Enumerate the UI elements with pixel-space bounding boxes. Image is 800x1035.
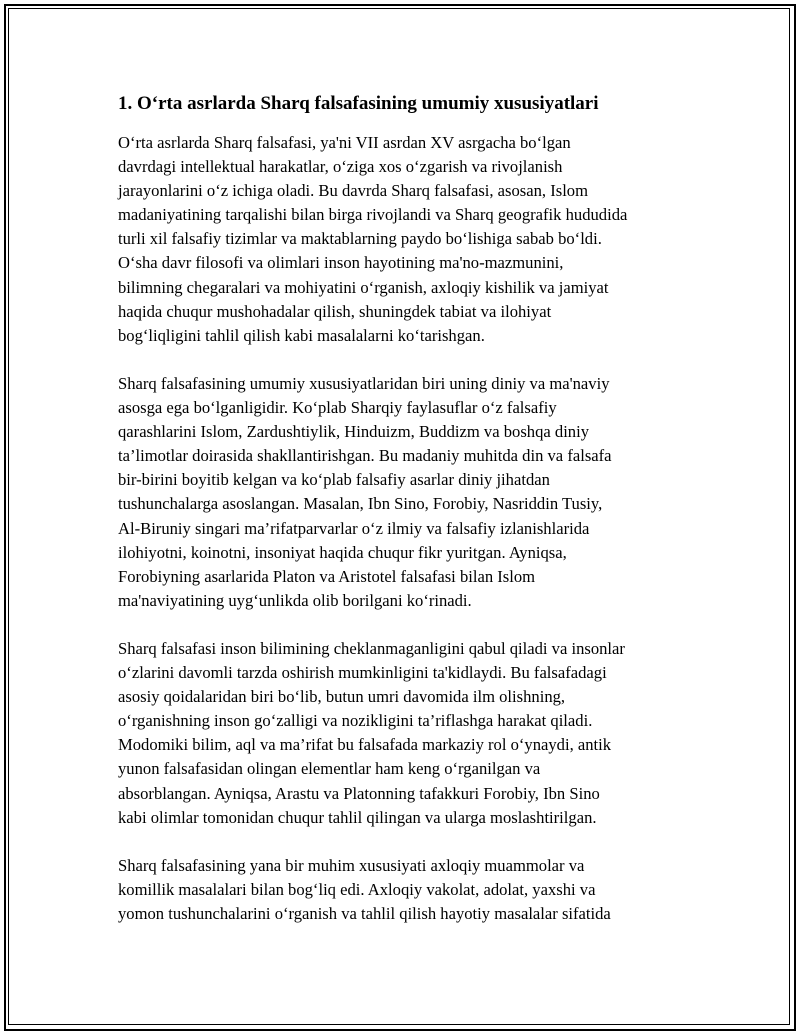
text-line: qarashlarini Islom, Zardushtiylik, Hinduizm, Buddizm va boshqa diniy xyxy=(118,422,590,442)
text-line: ta’limotlar doirasida shakllantirishgan. Bu madaniy muhitda din va falsafa xyxy=(118,446,612,466)
text-line: o‘zlarini davomli tarzda oshirish mumkinligini ta'kidlaydi. Bu falsafadagi xyxy=(118,663,607,683)
text-line: kabi olimlar tomonidan chuqur tahlil qilingan va ularga moslashtirilgan. xyxy=(118,807,597,827)
section-heading: 1. O‘rta asrlarda Sharq falsafasining umumiy xususiyatlari xyxy=(118,93,599,114)
text-line: o‘rganishning inson go‘zalligi va nozikligini ta’riflashga harakat qiladi. xyxy=(118,711,593,731)
document-body xyxy=(118,92,688,950)
text-line: yomon tushunchalarini o‘rganish va tahlil qilish hayotiy masalalar sifatida xyxy=(118,904,611,923)
paragraph xyxy=(118,854,688,926)
text-line: Forobiyning asarlarida Platon va Aristotel falsafasi bilan Islom xyxy=(118,566,536,586)
text-line: yunon falsafasidan olingan elementlar ham keng o‘rganilgan va xyxy=(118,759,541,779)
text-line: tushunchalarga asoslangan. Masalan, Ibn Sino, Forobiy, Nasriddin Tusiy, xyxy=(118,494,603,514)
text-line: bilimning chegaralari va mohiyatini o‘rganish, axloqiy kishilik va jamiyat xyxy=(118,277,609,297)
text-line: davrdagi intellektual harakatlar, o‘ziga xos o‘zgarish va rivojlanish xyxy=(118,157,563,177)
text-line: haqida chuqur mushohadalar qilish, shuningdek tabiat va ilohiyat xyxy=(118,301,552,321)
text-line: Al-Biruniy singari ma’rifatparvarlar o‘z ilmiy va falsafiy izlanishlarida xyxy=(118,518,590,538)
text-line: turli xil falsafiy tizimlar va maktablarning paydo bo‘lishiga sabab bo‘ldi. xyxy=(118,229,602,249)
text-line: komillik masalalari bilan bog‘liq edi. Axloqiy vakolat, adolat, yaxshi va xyxy=(118,879,596,899)
text-line: ma'naviyatining uyg‘unlikda olib borilgani ko‘rinadi. xyxy=(118,590,472,610)
text-line: absorblangan. Ayniqsa, Arastu va Platonning tafakkuri Forobiy, Ibn Sino xyxy=(118,783,600,803)
text-line: O‘sha davr filosofi va olimlari inson hayotining ma'no-mazmunini, xyxy=(118,253,564,273)
text-line: Sharq falsafasining yana bir muhim xususiyati axloqiy muammolar va xyxy=(118,855,585,875)
text-line: madaniyatining tarqalishi bilan birga rivojlandi va Sharq geografik hududida xyxy=(118,205,628,225)
text-line: Modomiki bilim, aql va ma’rifat bu falsafada markaziy rol o‘ynaydi, antik xyxy=(118,735,612,755)
paragraph xyxy=(118,131,688,348)
text-line: O‘rta asrlarda Sharq falsafasi, ya'ni VII asrdan XV asrgacha bo‘lgan xyxy=(118,133,571,152)
text-line: asosiy qoidalaridan biri bo‘lib, butun umri davomida ilm olishning, xyxy=(118,687,566,707)
text-line: bir-birini boyitib kelgan va ko‘plab falsafiy asarlar diniy jihatdan xyxy=(118,470,550,490)
text-line: Sharq falsafasining umumiy xususiyatlaridan biri uning diniy va ma'naviy xyxy=(118,373,610,393)
paragraph xyxy=(118,637,688,830)
paragraph xyxy=(118,372,688,613)
text-line: bog‘liqligini tahlil qilish kabi masalalarni ko‘tarishgan. xyxy=(118,325,485,345)
text-line: ilohiyotni, koinotni, insoniyat haqida chuqur fikr yuritgan. Ayniqsa, xyxy=(118,542,567,562)
text-line: jarayonlarini o‘z ichiga oladi. Bu davrda Sharq falsafasi, asosan, Islom xyxy=(118,181,589,201)
text-line: Sharq falsafasi inson bilimining cheklanmaganligini qabul qiladi va insonlar xyxy=(118,638,625,658)
text-line: asosga ega bo‘lganligidir. Ko‘plab Sharqiy faylasuflar o‘z falsafiy xyxy=(118,398,557,418)
